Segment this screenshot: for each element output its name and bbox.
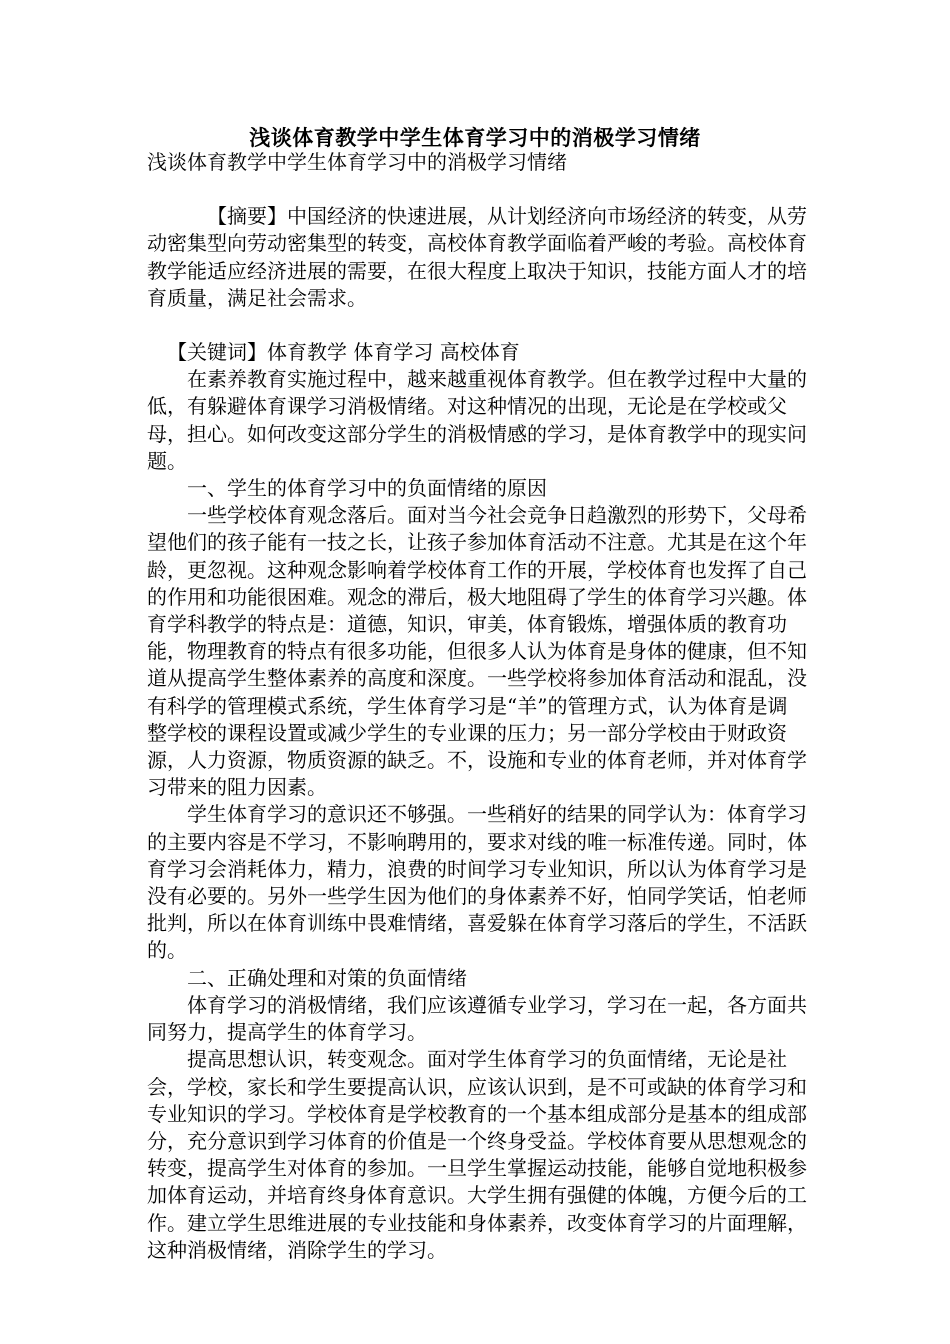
document-subtitle: 浅谈体育教学中学生体育学习中的消极学习情绪 bbox=[147, 150, 567, 174]
body-paragraph: 学生体育学习的意识还不够强。一些稍好的结果的同学认为：体育学习的主要内容是不学习，不影响聘用的，要求对线的唯一标准传递。同时，体育学习会消耗体力，精力，浪费的时间学习专业知识，所以认为体育学习是没有必要的。另外一些学生因为他们的身体素养不好，怕同学笑话，怕老师批判，所以在体育训练中畏难情绪，喜爱躲在体育学习落后的学生，不活跃的。 bbox=[147, 802, 807, 963]
abstract-paragraph: 【摘要】中国经济的快速进展，从计划经济向市场经济的转变，从劳动密集型向劳动密集型的转变，高校体育教学面临着严峻的考验。高校体育教学能适应经济进展的需要，在很大程度上取决于知识，技能方面人才的培育质量，满足社会需求。 bbox=[147, 204, 807, 310]
body-paragraph: 一些学校体育观念落后。面对当今社会竞争日趋激烈的形势下，父母希望他们的孩子能有一技之长，让孩子参加体育活动不注意。尤其是在这个年龄，更忽视。这种观念影响着学校体育工作的开展，学校体育也发挥了自己的作用和功能很困难。观念的滞后，极大地阻碍了学生的体育学习兴趣。体育学科教学的特点是：道德，知识，审美，体育锻炼，增强体质的教育功能，物理教育的特点有很多功能，但很多人认为体育是身体的健康，但不知道从提高学生整体素养的高度和深度。一些学校将参加体育活动和混乱，没有科学的管理模式系统，学生体育学习是“羊”的管理方式，认为体育是调整学校的课程设置或减少学生的专业课的压力；另一部分学校由于财政资源，人力资源，物质资源的缺乏。不，设施和专业的体育老师，并对体育学习带来的阻力因素。 bbox=[147, 503, 807, 800]
section-heading: 二、正确处理和对策的负面情绪 bbox=[187, 965, 467, 990]
document-title: 浅谈体育教学中学生体育学习中的消极学习情绪 bbox=[249, 126, 701, 150]
body-paragraph: 体育学习的消极情绪，我们应该遵循专业学习，学习在一起，各方面共同努力，提高学生的体育学习。 bbox=[147, 992, 807, 1045]
section-heading: 一、学生的体育学习中的负面情绪的原因 bbox=[187, 476, 547, 501]
document-body bbox=[147, 149, 807, 1264]
keywords-line: 【关键词】体育教学 体育学习 高校体育 bbox=[167, 340, 520, 365]
body-paragraph: 在素养教育实施过程中，越来越重视体育教学。但在教学过程中大量的低，有躲避体育课学习消极情绪。对这种情况的出现，无论是在学校或父母，担心。如何改变这部分学生的消极情感的学习，是体育教学中的现实问题。 bbox=[147, 367, 807, 473]
spacer bbox=[147, 176, 807, 203]
body-paragraph: 提高思想认识，转变观念。面对学生体育学习的负面情绪，无论是社会，学校，家长和学生要提高认识，应该认识到，是不可或缺的体育学习和专业知识的学习。学校体育是学校教育的一个基本组成部分是基本的组成部分，充分意识到学习体育的价值是一个终身受益。学校体育要从思想观念的转变，提高学生对体育的参加。一旦学生掌握运动技能，能够自觉地积极参加体育运动，并培育终身体育意识。大学生拥有强健的体魄，方便今后的工作。建立学生思维进展的专业技能和身体素养，改变体育学习的片面理解，这种消极情绪，消除学生的学习。 bbox=[147, 1047, 807, 1262]
spacer bbox=[147, 312, 807, 339]
